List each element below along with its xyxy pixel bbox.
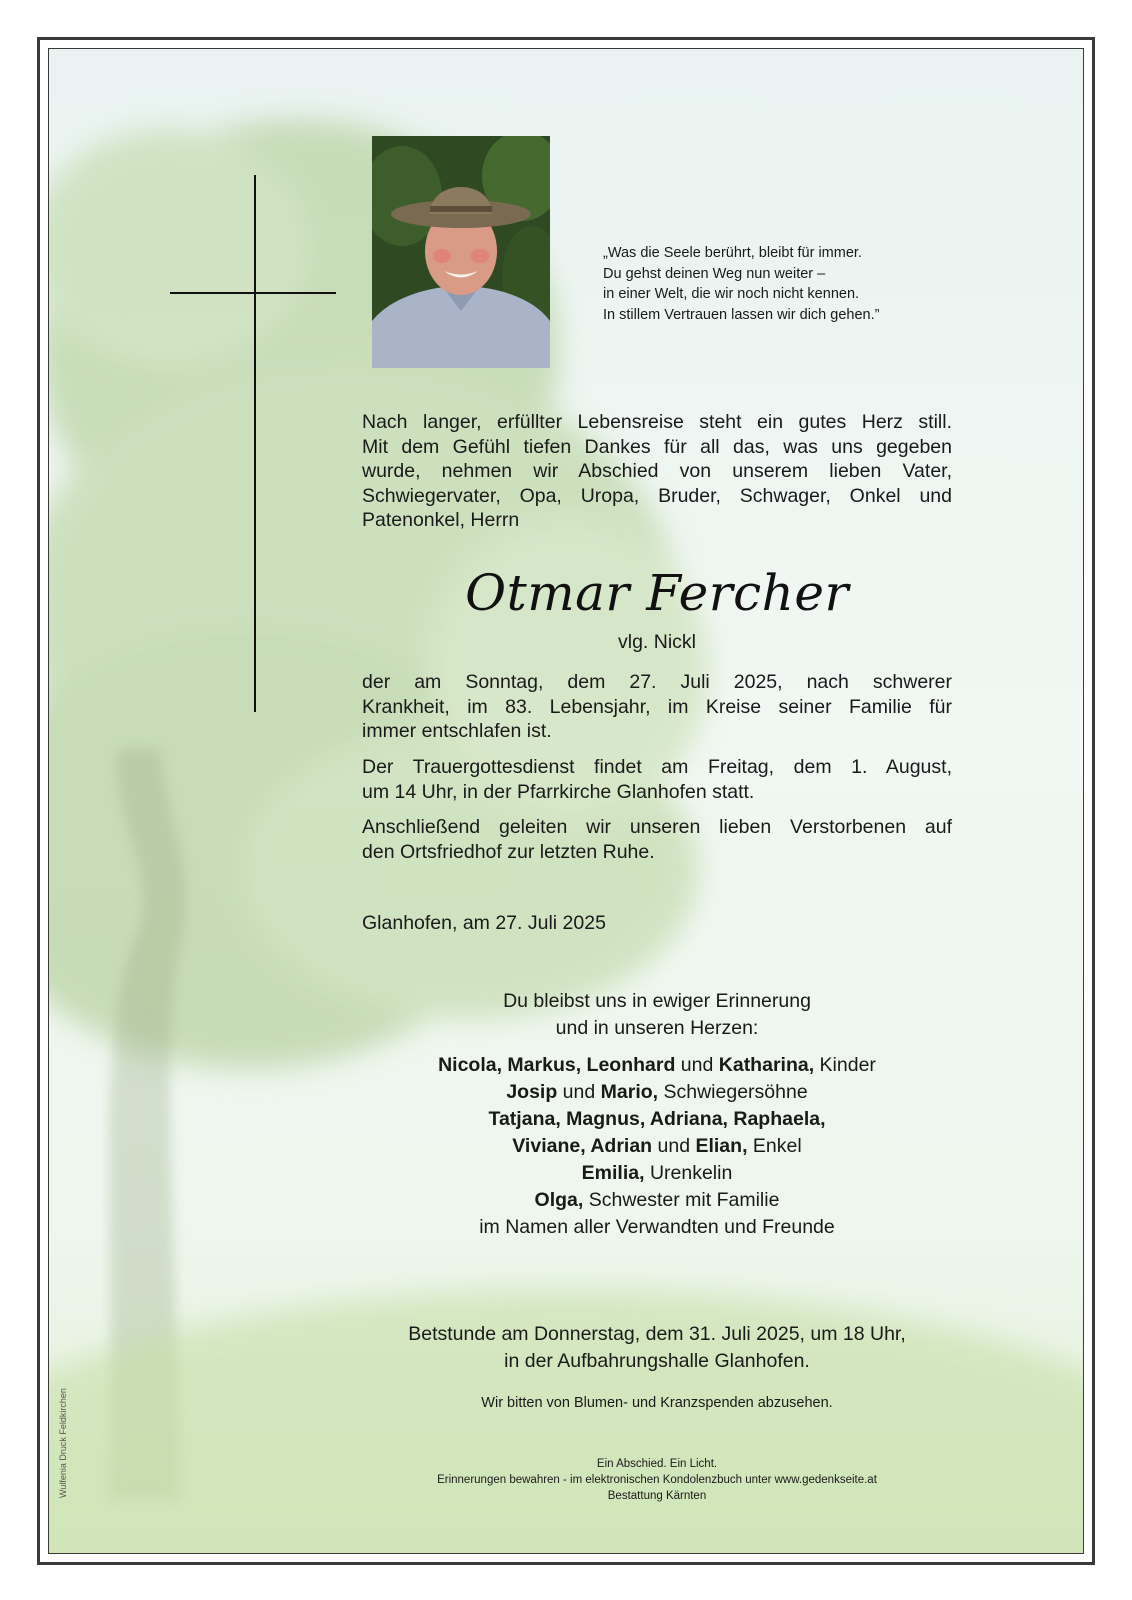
family-list bbox=[362, 1052, 952, 1241]
remembrance-block bbox=[362, 988, 952, 1042]
death-line: Krankheit, im 83. Lebensjahr, im Kreise seiner Familie für bbox=[362, 695, 952, 718]
family-line-grandchildren-2: Viviane, Adrian und Elian, Enkel bbox=[512, 1135, 802, 1157]
quote-block bbox=[603, 243, 963, 325]
cross-vertical-bar bbox=[254, 175, 256, 712]
service-line: Der Trauergottesdienst findet am Freitag, dem 1. August, bbox=[362, 756, 952, 778]
deceased-name: Otmar Fercher bbox=[465, 564, 849, 622]
death-paragraph bbox=[362, 670, 952, 744]
family-line-sister: Olga, Schwester mit Familie bbox=[534, 1189, 780, 1211]
burial-line: den Ortsfriedhof zur letzten Ruhe. bbox=[362, 840, 655, 863]
intro-line: wurde, nehmen wir Abschied von unserem lieben Vater, bbox=[362, 460, 952, 482]
intro-line: Nach langer, erfüllter Lebensreise steht ein gutes Herz still. bbox=[362, 411, 952, 433]
quote-line: in einer Welt, die wir noch nicht kennen. bbox=[603, 286, 860, 302]
remembrance-line: Du bleibst uns in ewiger Erinnerung bbox=[503, 990, 811, 1012]
footer-line: Ein Abschied. Ein Licht. bbox=[596, 1458, 718, 1470]
flowers-note: Wir bitten von Blumen- und Kranzspenden abzusehen. bbox=[481, 1395, 833, 1411]
service-paragraph bbox=[362, 755, 952, 804]
cross-horizontal-bar bbox=[170, 292, 336, 294]
prayer-line: in der Aufbahrungshalle Glanhofen. bbox=[504, 1350, 810, 1372]
family-line-relatives: im Namen aller Verwandten und Freunde bbox=[479, 1216, 835, 1238]
portrait-photo bbox=[372, 136, 550, 368]
quote-line: „Was die Seele berührt, bleibt für immer. bbox=[603, 245, 862, 261]
prayer-line: Betstunde am Donnerstag, dem 31. Juli 2025, um 18 Uhr, bbox=[408, 1323, 906, 1345]
prayer-block bbox=[362, 1321, 952, 1375]
death-line: immer entschlafen ist. bbox=[362, 720, 552, 742]
intro-line: Mit dem Gefühl tiefen Dankes für all das, was uns gegeben bbox=[362, 435, 952, 458]
deceased-vulgo: vlg. Nickl bbox=[617, 631, 696, 653]
burial-line: Anschließend geleiten wir unseren lieben Verstorbenen auf bbox=[362, 816, 952, 838]
family-line-sons-in-law: Josip und Mario, Schwiegersöhne bbox=[506, 1081, 808, 1103]
footer-block bbox=[362, 1456, 952, 1504]
family-line-great-grandchild: Emilia, Urenkelin bbox=[581, 1162, 733, 1184]
footer-line: Bestattung Kärnten bbox=[607, 1490, 707, 1502]
death-line: der am Sonntag, dem 27. Juli 2025, nach schwerer bbox=[362, 671, 952, 693]
quote-line: In stillem Vertrauen lassen wir dich gehen.” bbox=[603, 306, 880, 323]
intro-line: Patenonkel, Herrn bbox=[362, 509, 520, 531]
printer-credit: Wulfenia Druck Feldkirchen bbox=[58, 1388, 68, 1498]
burial-paragraph bbox=[362, 815, 952, 864]
family-line-grandchildren-1: Tatjana, Magnus, Adriana, Raphaela, bbox=[488, 1108, 826, 1130]
footer-line: Erinnerungen bewahren - im elektronischen Kondolenzbuch unter www.gedenkseite.at bbox=[437, 1474, 877, 1486]
service-line: um 14 Uhr, in der Pfarrkirche Glanhofen statt. bbox=[362, 780, 755, 803]
place-date: Glanhofen, am 27. Juli 2025 bbox=[362, 912, 606, 934]
quote-line: Du gehst deinen Weg nun weiter – bbox=[603, 265, 826, 282]
intro-paragraph bbox=[362, 410, 952, 533]
family-line-children: Nicola, Markus, Leonhard und Katharina, Kinder bbox=[438, 1054, 876, 1076]
intro-line: Schwiegervater, Opa, Uropa, Bruder, Schwager, Onkel und bbox=[362, 484, 952, 507]
remembrance-line: und in unseren Herzen: bbox=[555, 1017, 759, 1039]
